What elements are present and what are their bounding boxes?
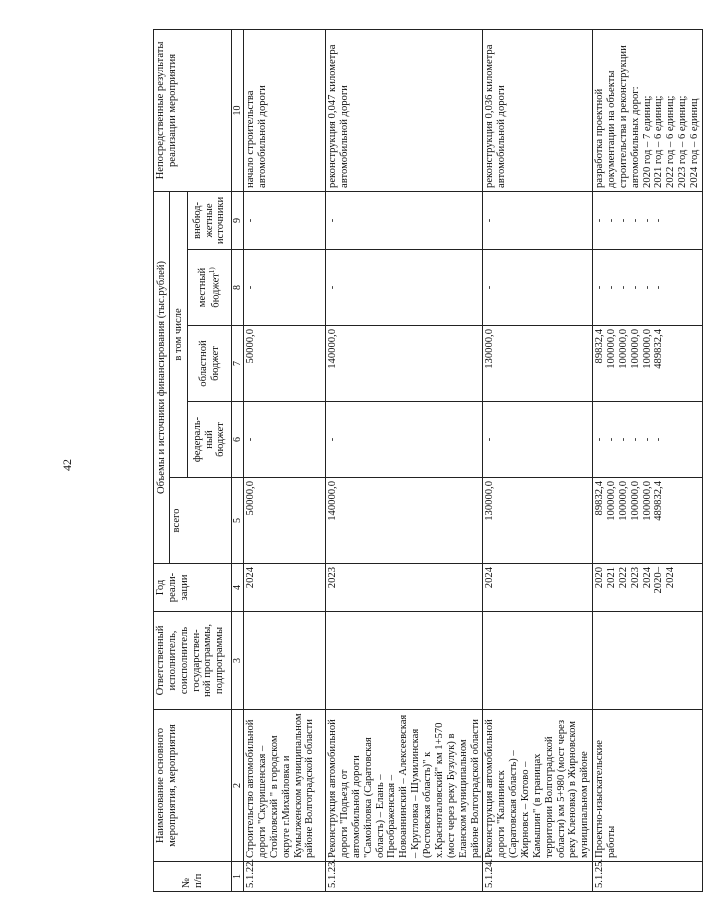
header-extra: внебюд- жетные источники <box>188 191 232 249</box>
row-total: 140000,0 <box>326 478 483 564</box>
row-executor <box>326 612 483 710</box>
row-name: Реконструкция автомобильной дороги "Калининск (Саратовская область) – Жирновск – Котово – Камышин" (в границах территории Волгоградской области) км 5+980 (мост через реку Кленовка) в Жирновском муниципальном районе <box>483 710 593 862</box>
row-name: Реконструкция автомобильной дороги "Подъезд от автомобильной дороги "Самойловка (Саратовская область) – Елань – Преображенская – Новоаннинский – Алексеевская – Кругловка – Шумилинская (Ростовская область)" к х.Красноталовский" км 1+570 (мост через реку Бузулук) в Еланском муниципальном районе Волгоградской области <box>326 710 483 862</box>
row-result: разработка проектной документации на объекты строительства и реконструкции автомобильных дорог: 2020 год – 7 единиц; 2021 год – 6 единиц; 2022 год – 6 единиц; 2023 год – 6 единиц; 2024 год – 6 единиц <box>593 29 703 191</box>
row-extra: - <box>326 191 483 249</box>
header-federal: федераль- ный бюджет <box>188 402 232 478</box>
row-num: 5.1.24. <box>483 862 593 892</box>
header-name: Наименование основного мероприятия, мероприятия <box>154 710 232 862</box>
header-year: Год реали- зации <box>154 564 232 612</box>
col-number: 9 <box>232 191 244 249</box>
row-regional: 130000,0 <box>483 326 593 402</box>
row-federal: - <box>326 402 483 478</box>
header-funding: Объемы и источники финансирования (тыс.рублей) <box>154 191 170 563</box>
funding-table <box>153 29 703 892</box>
row-num: 5.1.25. <box>593 862 703 892</box>
table-row <box>244 29 326 891</box>
col-number: 8 <box>232 250 244 326</box>
row-regional: 140000,0 <box>326 326 483 402</box>
row-regional: 89832,4 100000,0 100000,0 100000,0 100000,0 489832,4 <box>593 326 703 402</box>
col-number: 10 <box>232 29 244 191</box>
col-number: 7 <box>232 326 244 402</box>
row-total: 89832,4 100000,0 100000,0 100000,0 100000,0 489832,4 <box>593 478 703 564</box>
row-federal: - <box>244 402 326 478</box>
row-local: - - - - - - <box>593 250 703 326</box>
row-result: реконструкция 0,047 километра автомобильной дороги <box>326 29 483 191</box>
row-regional: 50000,0 <box>244 326 326 402</box>
page-number: 42 <box>60 459 74 471</box>
row-total: 50000,0 <box>244 478 326 564</box>
row-num: 5.1.22. <box>244 862 326 892</box>
row-executor <box>483 612 593 710</box>
row-result: начало строительства автомобильной дороги <box>244 29 326 191</box>
row-local: - <box>326 250 483 326</box>
row-extra: - - - - - - <box>593 191 703 249</box>
col-number: 5 <box>232 478 244 564</box>
row-name: Проектно-изыскательские работы <box>593 710 703 862</box>
col-number: 2 <box>232 710 244 862</box>
col-number: 1 <box>232 862 244 892</box>
rotated-table-container <box>153 30 700 892</box>
header-total: всего <box>170 478 232 564</box>
table-row <box>483 29 593 891</box>
header-regional: областной бюджет <box>188 326 232 402</box>
row-executor <box>244 612 326 710</box>
row-result: реконструкция 0,036 километра автомобильной дороги <box>483 29 593 191</box>
col-number: 3 <box>232 612 244 710</box>
row-local: - <box>483 250 593 326</box>
row-year: 2020 2021 2022 2023 2024 2020–2024 <box>593 564 703 612</box>
table-row <box>326 29 483 891</box>
row-year: 2023 <box>326 564 483 612</box>
header-local: местный бюджет$^{1)}$ <box>188 250 232 326</box>
row-name: Строительство автомобильной дороги "Скуришенская – Стойловский " в городском округе г.Михайловка и Кумылженском муниципальном районе Волгоградской области <box>244 710 326 862</box>
row-executor <box>593 612 703 710</box>
row-year: 2024 <box>483 564 593 612</box>
table-row <box>593 29 703 891</box>
row-year: 2024 <box>244 564 326 612</box>
row-total: 130000,0 <box>483 478 593 564</box>
header-executor: Ответственный исполнитель, соисполнитель государствен- ной программы, подпрограммы <box>154 612 232 710</box>
row-local: - <box>244 250 326 326</box>
header-incl: в том числе <box>170 191 188 477</box>
col-number: 6 <box>232 402 244 478</box>
row-extra: - <box>483 191 593 249</box>
col-number: 4 <box>232 564 244 612</box>
row-num: 5.1.23. <box>326 862 483 892</box>
header-result: Непосредственные результаты реализации мероприятия <box>154 29 232 191</box>
row-extra: - <box>244 191 326 249</box>
row-federal: - <box>483 402 593 478</box>
header-num: № п/п <box>154 862 232 892</box>
row-federal: - - - - - - <box>593 402 703 478</box>
